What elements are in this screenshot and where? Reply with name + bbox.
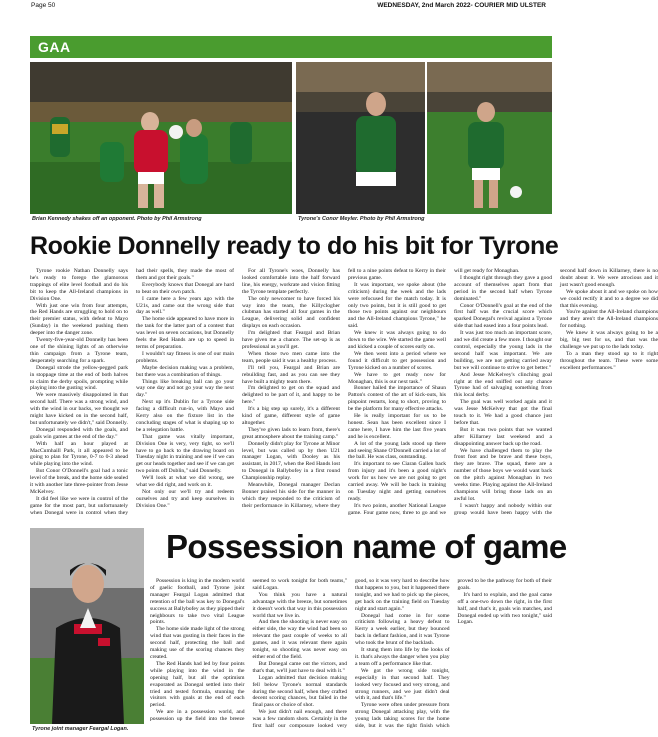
action-photo-2 (296, 62, 552, 214)
story2-paragraph: The Red Hands had led by four points while playing into the wind in the opening half, but all the optimism evaporated as Donegal settled into their tried and tested formula, stunning the visitors with goals at the end of each period. (150, 660, 245, 709)
action-photo-1 (30, 62, 292, 214)
story1-paragraph: But it was two points that we wanted after Killarney last weekend and a disappointing answer back up the road. (454, 426, 552, 447)
story1-paragraph: Donegal strode the yellow-pegged park in stoppage time at the end of both halves to claim the derby spoils, prompting while playing into the gusting wind. (30, 364, 128, 392)
portrait-photo (30, 528, 144, 724)
story2-body (150, 578, 552, 730)
story2-paragraph: And then the shooting is never easy on either side, the way the wind had been so relevant the past couple of weeks to all games, and it was relevant there again tonight, so shooting was never easy on either end of the field. (252, 619, 347, 660)
story2-headline: Possession name of game (166, 528, 567, 565)
story2-paragraph: But Donegal came out the victors, and that's that, we'll just have to deal with it." (252, 660, 347, 674)
story2-paragraph: Possession is king in the modern world of gaelic football, and Tyrone joint manager Feargal Logan admitted that retention of the ball was key to Donegal's success at Ballybofey as they pipped their neighbours to take two vital League points. (150, 578, 245, 626)
story1-paragraph: It did feel like we were in control of the game for the most part, but unfortunately when Donegal were in control when they had their spells, they made the most of them and got their goals." (30, 268, 234, 516)
story1-paragraph: But Conor O'Donnell's goal had a tonic level of the break, and the home side sealed it with another late three-pointer from Jesse McKelvey. (30, 468, 128, 495)
story1-paragraph: We knew it was always going to be a big, big test for us, and that was the challenge we put up to the lads today. (560, 330, 658, 350)
story2-paragraph: You think you have a natural advantage with the breeze, but sometimes it doesn't work that way in this possession world that we live in. (252, 591, 347, 619)
story1-headline: Rookie Donnelly ready to do his bit for Tyrone (30, 232, 559, 260)
story1-paragraph: We'll look at what we did wrong, see what we did right, and work on it. (136, 475, 234, 489)
story1-paragraph: I'll tell you, Feargal and Brian are rebuilding fast, and as you can see they have built a mighty team there. (242, 364, 340, 385)
story1-paragraph: A lot of the young lads stood up there and seeing Shane O'Donnell carried a lot of the ball. He was class, outstanding. (348, 440, 446, 461)
story1-paragraph: I'm delighted to get on the squad and delighted to be part of it, and happy to be here." (242, 385, 340, 406)
story2-paragraph: It's hard to explain, and the goal came off a one-two down the right, in the first half, and that's it, goals win matches, and Donegal ended up with two tonight," said Logan. (457, 591, 552, 626)
story1-paragraph: Everybody knows that Donegal are hard to beat on their own patch. (136, 281, 234, 295)
story1-paragraph: It's a big step up surely, it's a different kind of game, different style of game altogether. (242, 406, 340, 426)
page-header (0, 0, 580, 12)
story1-paragraph: Donnelly didn't play for Tyrone at Minor level, but was called up by then U21 manager Logan, with Dooley as his assistant, in 2017, when the Red Hands lost to Donegal in Ballybofey in a first round Championship replay. (242, 440, 340, 482)
story1-paragraph: I'm delighted that Feargal and Brian have given me a chance. The set-up is as professional as you'll get. (242, 330, 340, 350)
story1-paragraph: For all Tyrone's woes, Donnelly has looked comfortable into the half forward line, his energy, workrate and vision fitting the Tyrone template perfectly. (242, 268, 340, 295)
story1-paragraph: It was important, we spoke about (the criticism) during the week and the lads were refocused for the match today. It is only two points, but it is still good to get those two points against our neighbours and the All-Ireland champions Tyrone," he said. (348, 281, 446, 330)
story1-paragraph: We have to get ready now for Monaghan, this is our next task." (348, 371, 446, 385)
story1-paragraph: I wouldn't say fitness is one of our main problems. (136, 350, 234, 364)
story1-paragraph: They've given lads to learn from, there's great atmosphere about the training camp." (242, 426, 340, 440)
story1-paragraph: We spoke about it and we spoke on how we could rectify it and to a degree we did that this evening. (560, 288, 658, 309)
story1-paragraph: Not only our we'll try and redeem ourselves and try and keep ourselves in Division One." (136, 489, 234, 509)
story1-paragraph: It was just too much an important score, and we did create a few more. I thought our control, especially the young lads in the second half was important. We are building, we are not getting carried away but we will continue to strive to get better." (454, 330, 552, 371)
story1-paragraph: We were massively disappointed in that second half. There was a strong wind, and with the wind in our backs, we thought we might have kicked on in the second half, but unfortunately we didn't," said Donnelly. (30, 392, 128, 426)
story1-paragraph: Conor O'Donnell's goal at the end of the first half was the crucial score which sparked Donegal's revival against a Tyrone side that had eased into a four points lead. (454, 302, 552, 330)
story1-paragraph: That game was vitally important, Division One is very, very tight, so we'll have to go back to the drawing board on Tuesday night in training and see if we can get our heads together and see if we can get two points off Dublin," said Donnelly. (136, 433, 234, 475)
story1-paragraph: I wasn't happy and nobody within our group would have been happy with the second half down in Killarney, there is no doubt about it. We were atrocious and it just wasn't good enough. (454, 268, 658, 516)
photo-conor-meyler (296, 62, 552, 214)
story1-paragraph: It's two points, another National League game. Four game now, three to go and we will get ready for Monaghan. (348, 268, 520, 516)
story1-paragraph: Twenty-five-year-old Donnelly has been one of the shining lights of an otherwise thin campaign from a Tyrone team, desperately searching for a spark. (30, 337, 128, 364)
caption-photo-1: Brian Kennedy shakes off an opponent. Photo by Phil Armstrong (32, 216, 202, 222)
story1-paragraph: I thought right through they gave a good account of themselves apart from that period in the second half when Tyrone dominated." (454, 274, 552, 302)
caption-photo-2: Tyrone's Conor Meyler. Photo by Phil Armstrong (298, 216, 425, 222)
section-title: GAA (38, 39, 71, 55)
story1-paragraph: The home side appeared to have more in the tank for the latter part of a contest that was level on seven occasions, but Donnelly feels the Red Hands are up to speed in terms of preparation. (136, 316, 234, 350)
story1-paragraph: Donegal responded with the goals, and goals win games at the end of the day." (30, 426, 128, 440)
story1-paragraph: Next up it's Dublin for a Tyrone side facing a difficult run-in, with Mayo and Kerry also on the fixture list in the concluding stages of what is shaping up to be a relegation battle. (136, 399, 234, 433)
issue-date: WEDNESDAY, 2nd March 2022- COURIER MID ULSTER (377, 2, 546, 9)
story1-paragraph: When those two men came into the team, people said it was a healthy process. (242, 350, 340, 364)
story2-paragraph: We just didn't nail enough, and there was a few random shots. Certainly in the first half our composure looked very good, so it was very hard to describe how that happens to you, but it happened there tonight, and we had to pick up the pieces, get back on the training field on Tuesday night and start again." (252, 578, 450, 730)
story1-paragraph: It's important to see Ciaran Gallen back from injury and it's been a good night's work for us how we are not going to get carried away. We will be back in training on Tuesday night and getting ourselves ready. (348, 461, 446, 502)
story1-paragraph: Things like breaking ball can go your way one day and not go your way the next day." (136, 378, 234, 399)
story1-paragraph: I came here a few years ago with the U21s, and came out the wrong side that day as well." (136, 295, 234, 316)
story2-paragraph: We are in a possession world, and possession up the field into the breeze seemed to work tonight for both teams," said Logan. (150, 578, 347, 723)
story1-paragraph: With just one win from four attempts, the Red Hands are struggling to hold on to their premier status, with defeat to Mayo (Sunday) in the weekend pushing them deeper into the danger zone. (30, 302, 128, 337)
story1-body (30, 268, 658, 520)
caption-photo-3: Tyrone joint manager Feargal Logan. (32, 726, 129, 732)
story1-paragraph: The goal was well worked again and it was Jesse McKelvey that got the final touch to it. We had a good chance just before that. (454, 399, 552, 426)
story1-paragraph: Maybe decision making was a problem, but there was a combination of things. (136, 364, 234, 378)
story2-paragraph: It stung them into life by the looks of it. that's always the danger when you play a team off a performance like that. (355, 647, 450, 667)
story1-paragraph: We then went into a period where we found it difficult to get possession and Tyrone kicked on a number of scores. (348, 350, 446, 371)
story1-paragraph: Bonner hailed the importance of Shaun Patton's contest of the art of kick-outs, his pinpoint restarts, long to short, proving to be the platform for many effective attacks. (348, 385, 446, 413)
story2-paragraph: Donegal had come in for some criticism following a heavy defeat to Kerry a week earlier, but they bounced back in defiant fashion, and it was Tyrone who took the brunt of the backlash. (355, 612, 450, 647)
story1-paragraph: Tyrone rookie Nathan Donnelly says he's ready to forego the glamorous trappings of elite level football and do his bit to keep the All-Ireland champions in Division One. (30, 268, 128, 302)
photo-feargal-logan (30, 528, 144, 724)
section-banner (30, 36, 552, 58)
story1-paragraph: He is really important for us to be honest. Sean has been excellent since I came here, I have him the last five years and he is excellent. (348, 413, 446, 440)
story1-paragraph: The only newcomer to have forced his way into the team, the Killyclogher clubman has started all four games in the League, delivering solid and confident displays on each occasion. (242, 295, 340, 330)
story1-paragraph: You're against the All-Ireland champions and they aren't the All-Ireland champions for nothing. (560, 309, 658, 330)
story1-paragraph: And Jesse McKelvey's clinching goal right at the end sniffed out any chance Tyrone had of salvaging something from this local derby. (454, 371, 552, 399)
story2-paragraph: We got the wrong side tonight, especially in that second half. They looked very focused and very strong, and strong runners, and we just didn't deal with it, and that's life." (355, 667, 450, 702)
story2-paragraph: The home side made light of the strong wind that was gusting in their faces in the second half, protecting the ball and making use of the scoring chances they created. (150, 626, 245, 660)
story1-paragraph: We have challenged them to play the front foot and be brave and these boys, they are brave. The squad, there are a number of those boys we would want back on the pitch against Monaghan in two weeks time. Playing against the All-Ireland champions will bring those lads on an awful lot. (454, 447, 552, 502)
story1-paragraph: To a man they stood up to it right throughout the team. These were some excellent performances." (560, 350, 658, 371)
story1-paragraph: Meanwhile, Donegal manager Declan Bonner praised his side for the manner in which they responded to the criticism of their performance in Killarney, where they fell to a nine points defeat to Kerry in their previous game. (242, 268, 446, 509)
story2-paragraph: Logan admitted that decision making fell below Tyrone's normal standards during the second half, when they crafted decent scoring chances, but failed in the final pass or choice of shot. (252, 674, 347, 709)
story1-paragraph: We knew it was always going to do down to the wire. We started the game well and kicked a couple of scores early on. (348, 330, 446, 350)
photo-brian-kennedy (30, 62, 292, 214)
story2-paragraph: Tyrone were often under pressure from strong Donegal attacking play, with the young lads taking scores for the home side, but it was the tight finish which proved to be the pathway for both of their goals. (355, 578, 552, 730)
story1-paragraph: With half an hour played at MacCumhaill Park, it all appeared to be going to plan for Tyrone, 0-7 to 0-3 ahead while playing into the wind. (30, 440, 128, 468)
page-number: Page 50 (31, 2, 56, 9)
